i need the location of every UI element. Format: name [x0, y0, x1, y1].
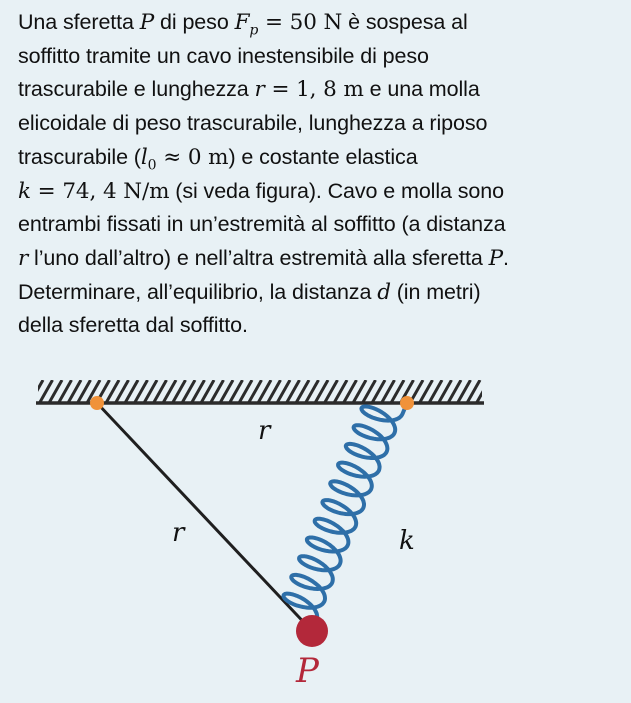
hatch-stroke: [486, 380, 499, 403]
text-segment: ) e costante elastica: [228, 144, 418, 169]
spring-anchor: [400, 396, 414, 410]
math-r: r: [18, 245, 29, 271]
problem-statement: [18, 6, 624, 343]
text-segment: Una sferetta: [18, 10, 140, 34]
label-r-distance: r: [258, 416, 271, 446]
text-segment: l’uno dall’altro) e nell’altra estremità alla sferetta: [28, 245, 489, 270]
math-l0-subscript: 0: [147, 157, 157, 174]
math-k: k: [18, 178, 31, 204]
math-p: P: [139, 10, 155, 35]
text-segment: (si veda figura). Cavo e molla sono: [169, 178, 504, 203]
hatch-stroke: [496, 380, 509, 403]
math-k-value: = 74, 4 N/m: [30, 178, 170, 204]
math-fp-value: = 50 N: [258, 10, 343, 35]
text-segment: trascurabile (: [18, 144, 141, 169]
label-r-cable: r: [172, 518, 185, 548]
text-segment: (in metri): [390, 279, 481, 304]
text-segment: e una molla: [363, 77, 480, 102]
cable: [97, 403, 312, 631]
sphere-p: [296, 615, 328, 647]
problem-line-6: [18, 175, 624, 209]
problem-line-1: [18, 6, 624, 40]
math-r-value: = 1, 8 m: [264, 77, 364, 103]
problem-line-8: [18, 242, 624, 276]
cable-anchor: [90, 396, 104, 410]
label-p: P: [296, 651, 319, 691]
problem-line-4: elicoidale di peso trascurabile, lunghezza a riposo: [18, 111, 488, 136]
problem-line-7: entrambi fissati in un’estremità al soffitto (a distanza: [18, 212, 506, 237]
text-segment: è sospesa al: [342, 10, 468, 34]
math-r: r: [254, 77, 265, 103]
spring: [284, 403, 408, 631]
text-segment: trascurabile e lunghezza: [18, 77, 255, 102]
text-segment: di peso: [154, 10, 235, 34]
math-d: d: [377, 279, 391, 305]
problem-line-5: [18, 141, 624, 175]
math-fp: F: [234, 10, 250, 35]
problem-line-2: soffitto tramite un cavo inestensibile di peso: [18, 43, 429, 68]
text-segment: Determinare, all’equilibrio, la distanza: [18, 279, 378, 304]
text-segment: .: [503, 245, 509, 270]
problem-line-9: [18, 276, 624, 310]
physics-diagram: [0, 360, 631, 703]
problem-line-3: [18, 73, 624, 107]
math-p: P: [488, 245, 504, 271]
math-l0-value: ≈ 0 m: [156, 144, 229, 170]
problem-line-10: della sferetta dal soffitto.: [18, 313, 248, 338]
math-l0: l: [140, 144, 148, 170]
math-fp-subscript: p: [249, 22, 259, 39]
label-k: k: [399, 526, 415, 556]
